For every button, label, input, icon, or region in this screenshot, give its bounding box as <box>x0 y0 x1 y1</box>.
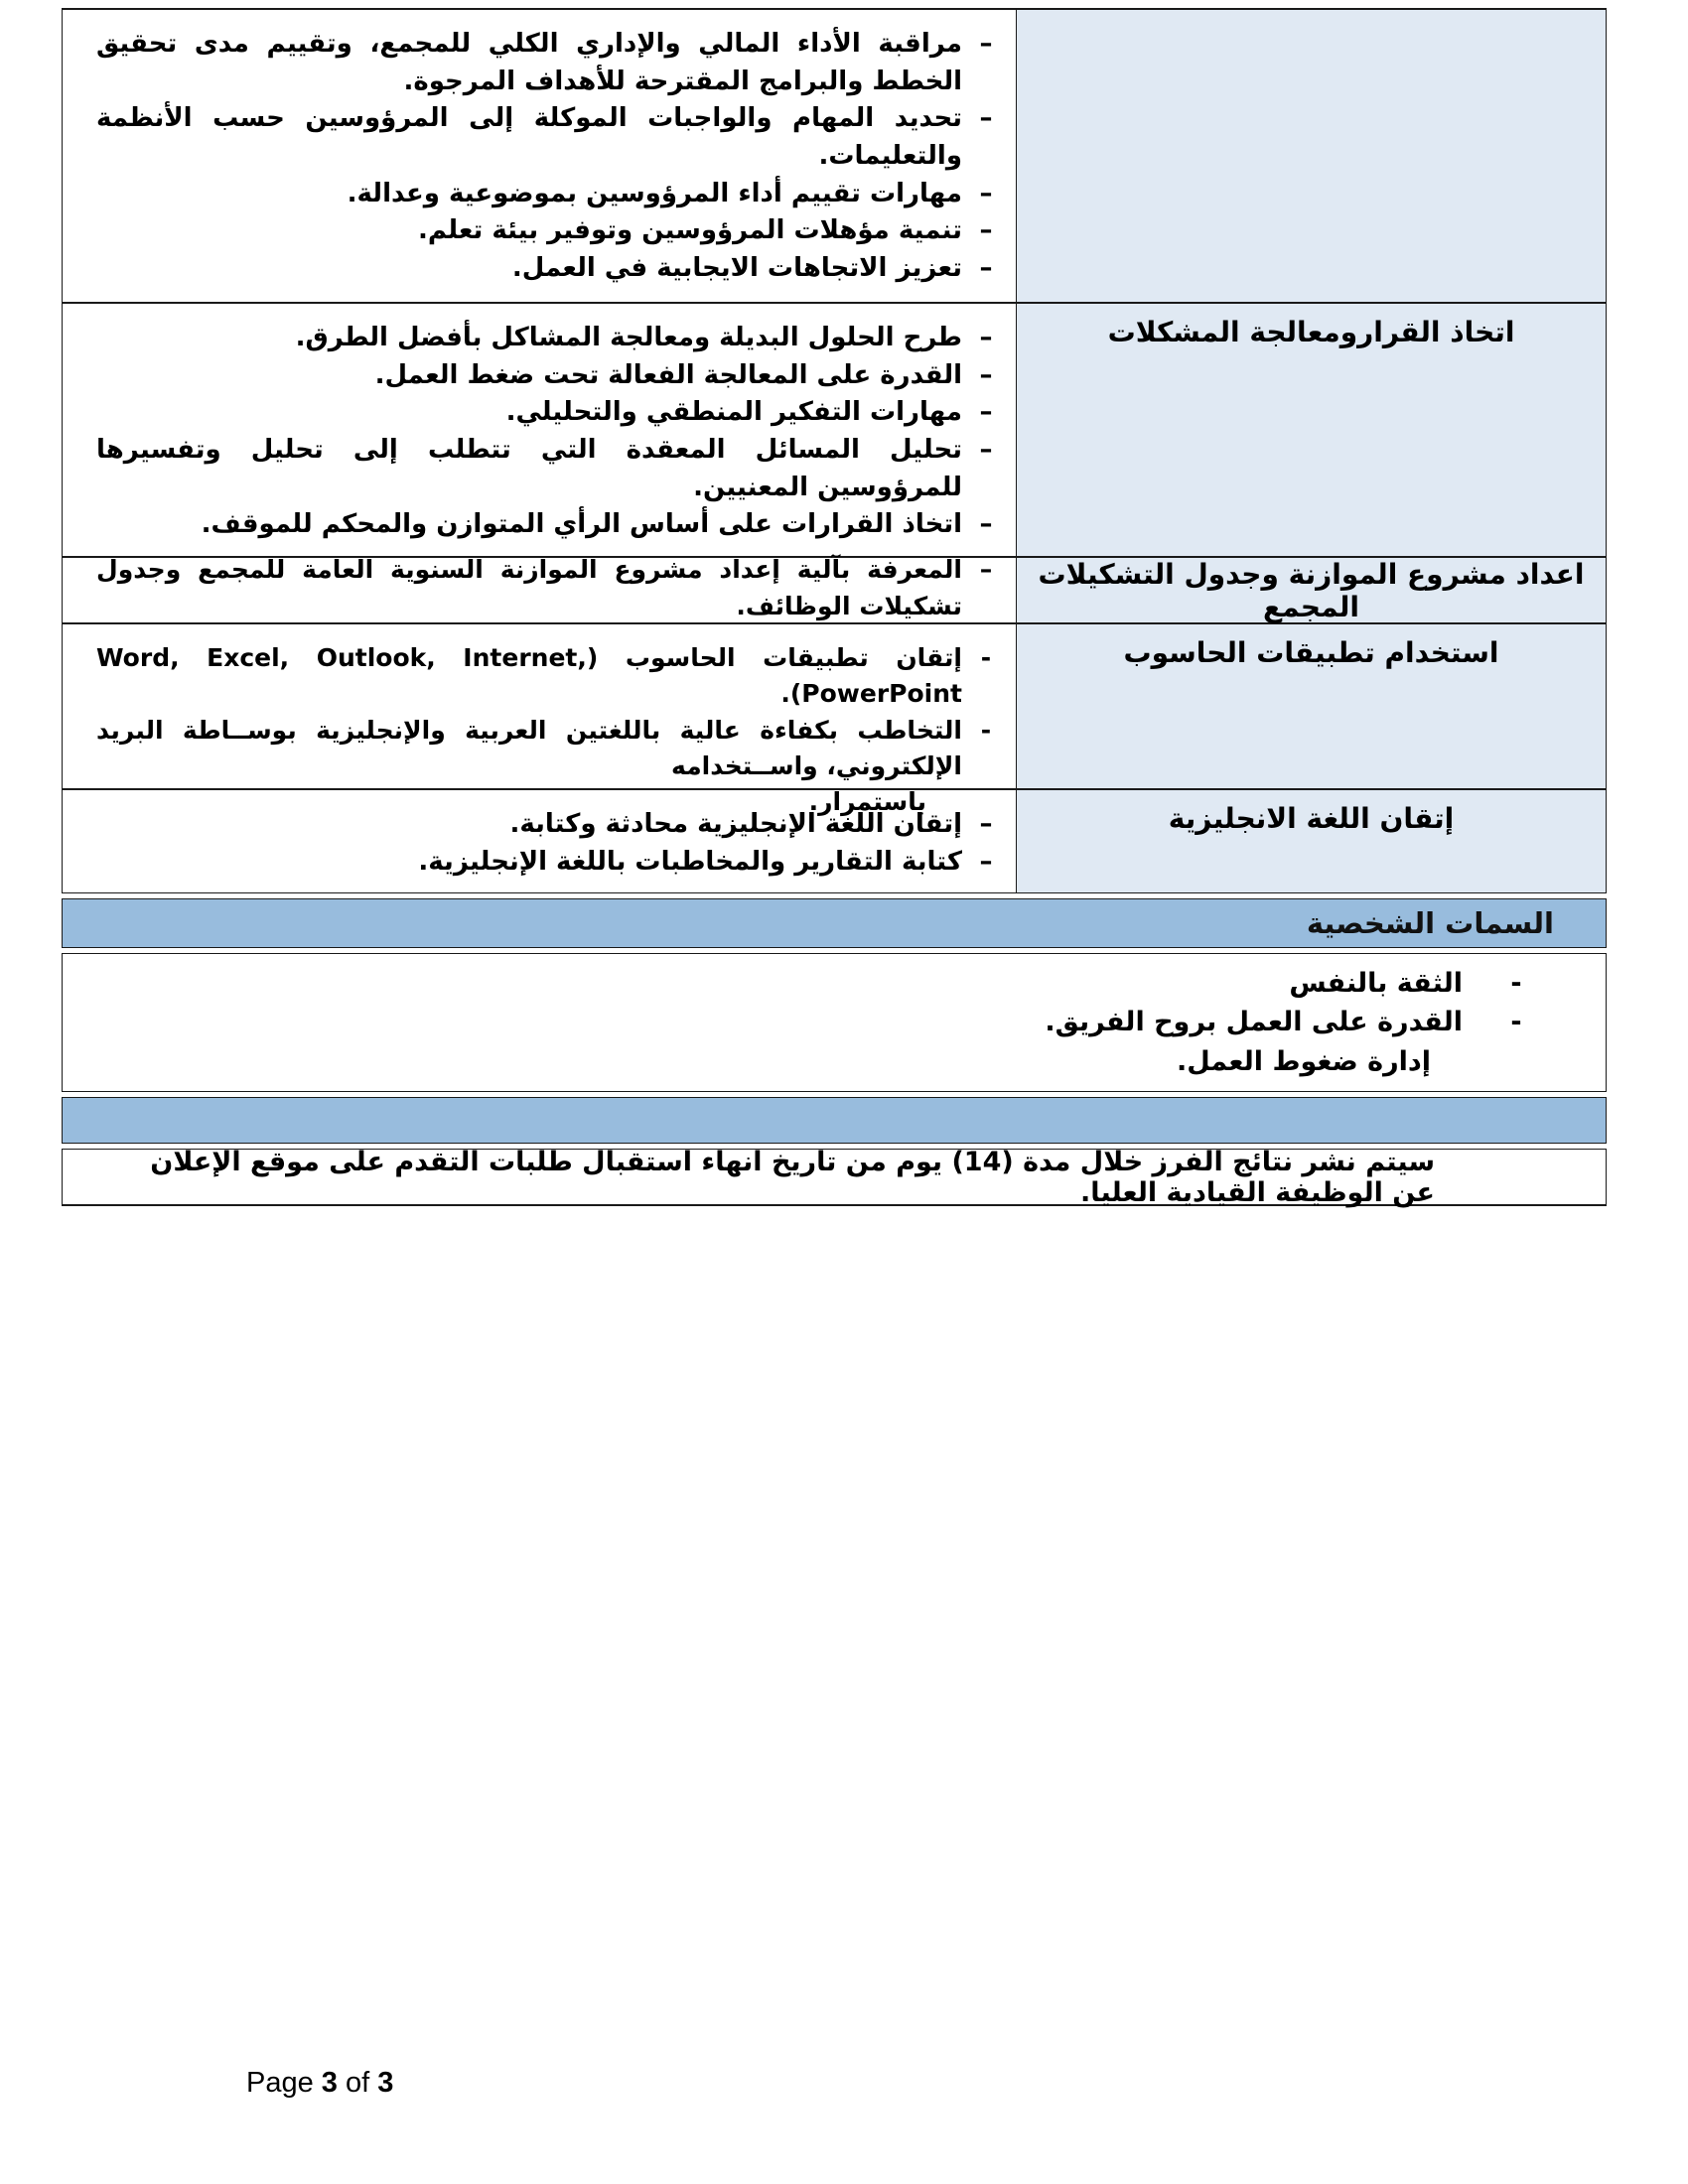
bullet-text: مراقبة الأداء المالي والإداري الكلي للمجمع، وتقييم مدى تحقيق الخطط والبرامج المقترحة للأهداف المرجوة. <box>96 29 962 96</box>
section-row-computer-apps <box>63 624 1606 816</box>
dash-marker: – <box>979 555 993 585</box>
bullet-text: مهارات تقييم أداء المرؤوسين بموضوعية وعدالة. <box>347 178 962 208</box>
bullet-text: إتقان تطبيقات الحاسوب (Word, Excel, Outlook, Internet, PowerPoint). <box>96 643 962 709</box>
section-bullets-cell <box>63 624 1016 816</box>
dash-marker: - <box>980 643 992 672</box>
dash-marker: – <box>979 29 993 59</box>
footer-of-word: of <box>346 2067 370 2099</box>
bullet-item <box>96 394 996 432</box>
bullet-item <box>96 357 996 395</box>
section-bullets-cell <box>63 790 1016 892</box>
section-row-decision-making <box>63 304 1606 558</box>
section-row-budget <box>63 555 1606 624</box>
bullet-text: اتخاذ القرارات على أساس الرأي المتوازن والمحكم للموقف. <box>201 509 962 540</box>
section-header-text: اعداد مشروع الموازنة وجدول التشكيلات المجمع <box>1038 557 1585 623</box>
bullet-text: مهارات التفكير المنطقي والتحليلي. <box>505 397 962 428</box>
bullet-text: طرح الحلول البديلة ومعالجة المشاكل بأفضل الطرق. <box>295 323 962 352</box>
personal-traits-band <box>62 898 1607 948</box>
bullet-item <box>96 844 996 882</box>
bullet-item <box>96 250 996 288</box>
empty-blue-band <box>62 1097 1607 1144</box>
section-header-text: استخدام تطبيقات الحاسوب <box>1123 636 1499 669</box>
dash-marker: - <box>1510 968 1522 1000</box>
screening-note-text: سيتم نشر نتائج الفرز خلال مدة (14) يوم من تاريخ انهاء استقبال طلبات التقدم على موقع الإعلان عن الوظيفة القيادية العليا. <box>150 1146 1435 1208</box>
bullet-item <box>82 1003 1526 1041</box>
dash-marker: - <box>1510 1007 1522 1038</box>
bullet-item <box>82 964 1526 1003</box>
bullet-item <box>96 100 996 175</box>
requirements-table <box>62 8 1607 1206</box>
bullet-item <box>96 320 996 357</box>
footer-page-word: Page <box>246 2067 314 2099</box>
bullet-item <box>96 432 996 506</box>
bullet-item <box>96 212 996 250</box>
bullet-text: تنمية مؤهلات المرؤوسين وتوفير بيئة تعلم. <box>417 215 962 246</box>
page-footer <box>246 2067 393 2100</box>
section-bullets-cell <box>63 304 1016 556</box>
bullet-text: القدرة على المعالجة الفعالة تحت ضغط العمل. <box>374 359 962 390</box>
dash-marker: – <box>979 809 993 839</box>
footer-total-pages: 3 <box>377 2067 394 2099</box>
section-row-english <box>63 790 1606 892</box>
bullet-text: الثقة بالنفس <box>1289 968 1463 1000</box>
dash-marker: – <box>979 359 993 390</box>
dash-marker: – <box>979 323 993 352</box>
screening-note-row <box>62 1146 1607 1208</box>
dash-marker: – <box>979 253 993 284</box>
bullet-item <box>96 713 996 785</box>
dash-marker: - <box>980 715 992 745</box>
section-header-cell <box>1016 558 1606 622</box>
dash-marker: – <box>979 397 993 428</box>
dash-marker: – <box>979 178 993 208</box>
bullet-text: باستمرار. <box>808 787 926 816</box>
dash-marker: – <box>979 846 993 877</box>
section-header-cell <box>1016 304 1606 556</box>
bullet-item <box>96 552 996 624</box>
section-bullets-cell <box>63 10 1016 302</box>
section-header-cell <box>1016 624 1606 788</box>
section-row-performance <box>63 10 1606 304</box>
bullet-text: إدارة ضغوط العمل. <box>1176 1045 1431 1077</box>
bullet-item <box>96 506 996 544</box>
dash-marker: – <box>979 435 993 466</box>
bullet-item <box>96 176 996 213</box>
bullet-text: القدرة على العمل بروح الفريق. <box>1045 1007 1463 1038</box>
bullet-item <box>96 806 996 844</box>
footer-page-number: 3 <box>321 2067 338 2099</box>
bullet-text: تحليل المسائل المعقدة التي تتطلب إلى تحليل وتفسيرها للمرؤوسين المعنيين. <box>96 435 962 502</box>
skills-table-block <box>62 8 1607 893</box>
personal-traits-row <box>62 953 1607 1092</box>
bullet-text: التخاطب بكفاءة عالية باللغتين العربية والإنجليزية بوســاطة البريد الإلكتروني، واســتخدامه <box>96 715 962 780</box>
bullet-text: تعزيز الاتجاهات الايجابية في العمل. <box>511 253 962 284</box>
dash-marker: – <box>979 509 993 540</box>
section-header-text: إتقان اللغة الانجليزية <box>1168 802 1455 835</box>
personal-traits-band-title: السمات الشخصية <box>1306 906 1554 940</box>
bullet-text: المعرفة بآلية إعداد مشروع الموازنة السنوية العامة للمجمع وجدول تشكيلات الوظائف. <box>96 555 962 620</box>
section-header-text: اتخاذ القرارومعالجة المشكلات <box>1107 316 1515 348</box>
dash-marker: – <box>979 103 993 134</box>
bullet-text: تحديد المهام والواجبات الموكلة إلى المرؤوسين حسب الأنظمة والتعليمات. <box>96 103 962 172</box>
section-bullets-cell <box>63 555 1016 622</box>
bullet-item <box>82 1042 1494 1081</box>
bullet-item <box>96 640 996 713</box>
section-header-cell-empty <box>1016 10 1606 302</box>
bullet-text: كتابة التقارير والمخاطبات باللغة الإنجليزية. <box>418 846 962 877</box>
dash-marker: – <box>979 215 993 246</box>
section-header-cell <box>1016 790 1606 892</box>
bullet-item <box>96 26 996 100</box>
bullet-text: إتقان اللغة الإنجليزية محادثة وكتابة. <box>509 809 962 839</box>
